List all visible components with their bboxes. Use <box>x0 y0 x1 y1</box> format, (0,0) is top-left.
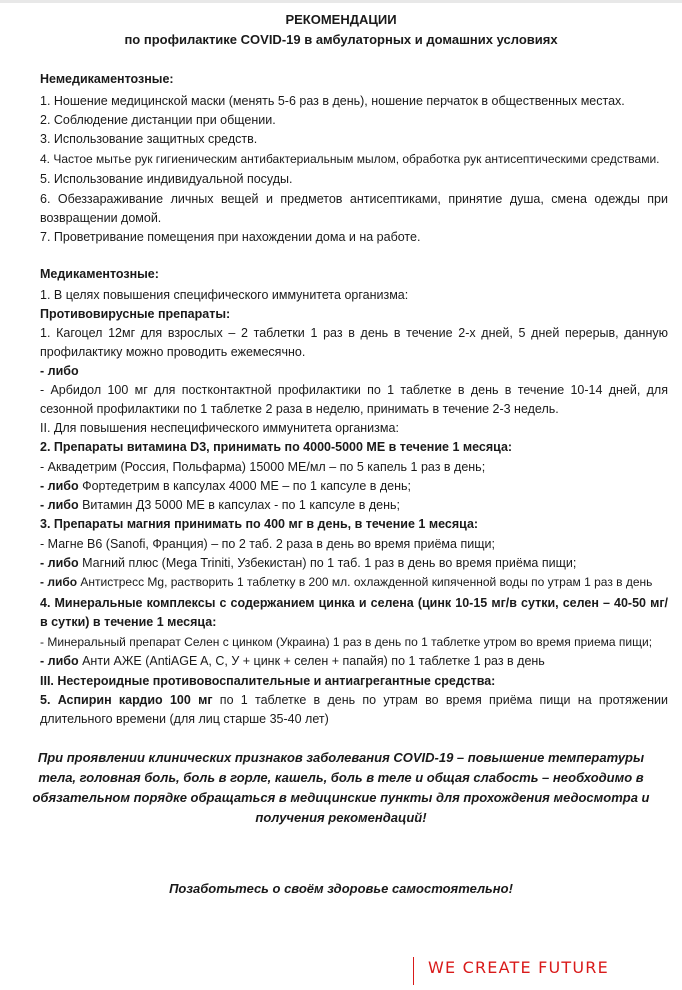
list-item <box>40 573 668 592</box>
list-item: - Магне В6 (Sanofi, Франция) – по 2 таб. 2 раза в день во время приёма пищи; <box>40 537 495 551</box>
vitd-heading: 2. Препараты витамина D3, принимать по 4000-5000 МЕ в течение 1 месяца: <box>40 440 513 454</box>
mineral-heading: 4. Минеральные комплексы с содержанием цинка и селена (цинк 10-15 мг/в сутки, селен – 40-50 мг/ в сутки) в течение 1 месяца: <box>40 596 668 629</box>
drug-intro-nonspecific: II. Для повышения неспецифического иммунитета организма: <box>40 421 399 435</box>
item-text: по 1 таблетке в день по утрам во время приёма пищи на протяжении длительного времени (для лиц старше 35-40 лет) <box>40 693 668 726</box>
list-item: 2. Соблюдение дистанции при общении. <box>40 113 276 127</box>
item-text: Магний плюс (Mega Triniti, Узбекистан) по 1 таб. 1 раз в день во время приёма пищи; <box>78 556 577 570</box>
or-label: - либо <box>40 654 79 668</box>
magnesium-heading: 3. Препараты магния принимать по 400 мг в день, в течение 1 месяца: <box>40 517 479 531</box>
drug-heading: Медикаментозные: <box>40 267 159 281</box>
drug-intro-specific: 1. В целях повышения специфического иммунитета организма: <box>40 288 409 302</box>
brand-slogan: WE CREATE FUTURE <box>428 958 609 977</box>
list-item: 3. Использование защитных средств. <box>40 132 258 146</box>
or-label: - либо <box>40 479 79 493</box>
item-text: Анти АЖЕ (AntiAGE A, C, У + цинк + селен + папайя) по 1 таблетке 1 раз в день <box>78 654 545 668</box>
antiviral-heading: Противовирусные препараты: <box>40 307 231 321</box>
footer-divider <box>413 957 414 985</box>
or-label: - либо <box>40 498 79 512</box>
arbidol-text: - Арбидол 100 мг для постконтактной профилактики по 1 таблетке в день в течение 10-14 дней, для сезонной профилактики по 1 таблетке 2 раза в неделю, принимать в течение 2-3 недель. <box>40 383 668 416</box>
page-subtitle: по профилактике COVID-19 в амбулаторных и домашних условиях <box>124 32 558 47</box>
list-item <box>40 652 668 671</box>
aspirin-text <box>40 691 668 729</box>
or-label: - либо <box>40 556 79 570</box>
item-text: Антистресс Mg, растворить 1 таблетку в 200 мл. охлажденной кипяченной воды по утрам 1 раз в день <box>77 575 653 589</box>
list-item: - Минеральный препарат Селен с цинком (Украина) 1 раз в день по 1 таблетке утром во время приема пищи; <box>40 635 653 649</box>
or-label: - либо <box>40 364 79 378</box>
list-item: - Аквадетрим (Россия, Польфарма) 15000 МЕ/мл – по 5 капель 1 раз в день; <box>40 460 486 474</box>
warning-text: При проявлении клинических признаков заболевания COVID-19 – повышение температуры тела, головная боль, боль в горле, кашель, боль в теле и общая слабость – необходимо в обязательном порядке обращаться в медицинские пункты для прохождения медосмотра и получения рекомендаций! <box>32 750 650 825</box>
item-text: Витамин Д3 5000 МЕ в капсулах - по 1 капсуле в день; <box>78 498 400 512</box>
care-text: Позаботьтесь о своём здоровье самостоятельно! <box>169 881 513 896</box>
list-item: 1. Ношение медицинской маски (менять 5-6 раз в день), ношение перчаток в общественных местах. <box>40 94 625 108</box>
aspirin-label: 5. Аспирин кардио 100 мг <box>40 693 213 707</box>
list-item <box>40 496 668 515</box>
or-label: - либо <box>40 575 78 589</box>
kagocel-text: 1. Кагоцел 12мг для взрослых – 2 таблетки 1 раз в день в течение 2-х дней, 5 дней перерыв, данную профилактику можно проводить ежемесячно. <box>40 326 668 359</box>
item-text: Фортедетрим в капсулах 4000 МЕ – по 1 капсуле в день; <box>78 479 412 493</box>
nsaid-heading: III. Нестероидные противовоспалительные и антиагрегантные средства: <box>40 674 496 688</box>
top-edge <box>0 0 682 3</box>
list-item: 5. Использование индивидуальной посуды. <box>40 172 293 186</box>
nondrug-heading: Немедикаментозные: <box>40 72 174 86</box>
list-item: 7. Проветривание помещения при нахождении дома и на работе. <box>40 230 421 244</box>
list-item: 6. Обеззараживание личных вещей и предметов антисептиками, принятие душа, смена одежды при возвращении домой. <box>40 192 668 225</box>
list-item <box>40 554 668 573</box>
list-item <box>40 477 668 496</box>
list-item: 4. Частое мытье рук гигиеническим антибактериальным мылом, обработка рук антисептическими средствами. <box>40 152 660 166</box>
page-title: РЕКОМЕНДАЦИИ <box>285 12 397 27</box>
